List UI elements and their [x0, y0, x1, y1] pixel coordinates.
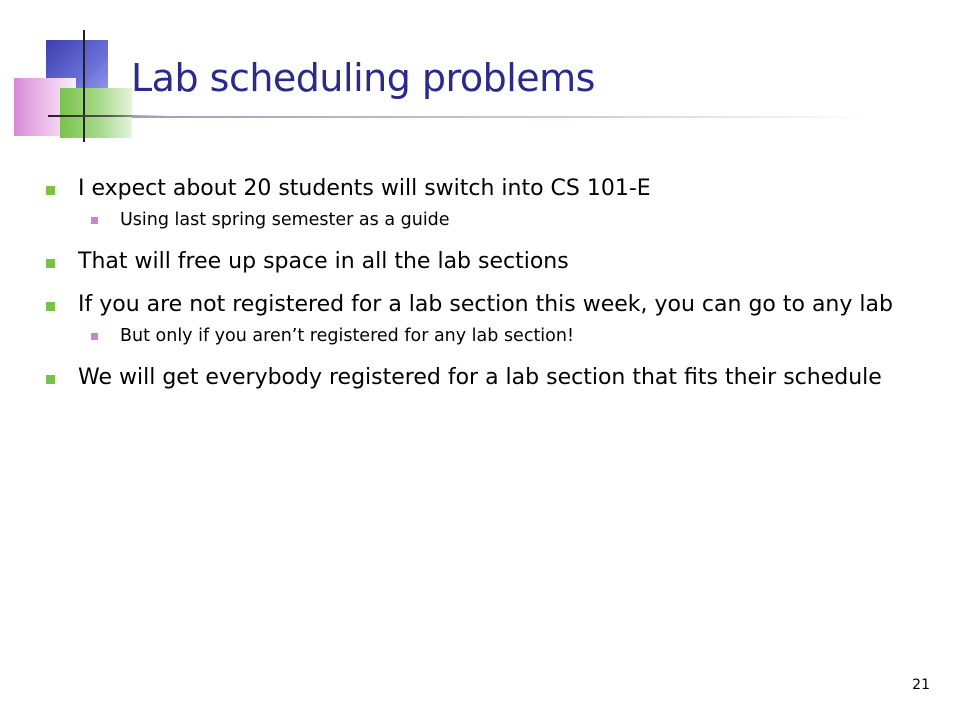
bullet-item	[44, 288, 910, 321]
square-bullet-icon	[46, 375, 55, 384]
decorative-logo	[0, 0, 140, 150]
slide-title: Lab scheduling problems	[131, 56, 595, 100]
sub-bullet-text: But only if you aren’t registered for any lab section!	[120, 326, 574, 346]
page-number: 21	[912, 677, 930, 693]
sub-bullet-item	[44, 323, 910, 349]
square-bullet-icon	[46, 302, 55, 311]
bullet-text: I expect about 20 students will switch into CS 101-E	[78, 176, 651, 201]
bullet-text: That will free up space in all the lab sections	[78, 249, 569, 274]
green-square-decoration	[60, 88, 132, 138]
sub-bullet-item	[44, 207, 910, 233]
square-bullet-icon	[46, 259, 55, 268]
bullet-item	[44, 245, 910, 278]
title-underline	[132, 116, 872, 118]
vertical-line-decoration	[83, 30, 85, 142]
bullet-text: If you are not registered for a lab section this week, you can go to any lab	[78, 292, 893, 317]
square-bullet-icon	[91, 217, 98, 224]
sub-bullet-text: Using last spring semester as a guide	[120, 210, 450, 230]
bullet-item	[44, 172, 910, 205]
bullet-text: We will get everybody registered for a lab section that fits their schedule	[78, 365, 882, 390]
square-bullet-icon	[46, 186, 55, 195]
square-bullet-icon	[91, 333, 98, 340]
bullet-item	[44, 361, 910, 394]
bullet-list	[44, 172, 910, 404]
